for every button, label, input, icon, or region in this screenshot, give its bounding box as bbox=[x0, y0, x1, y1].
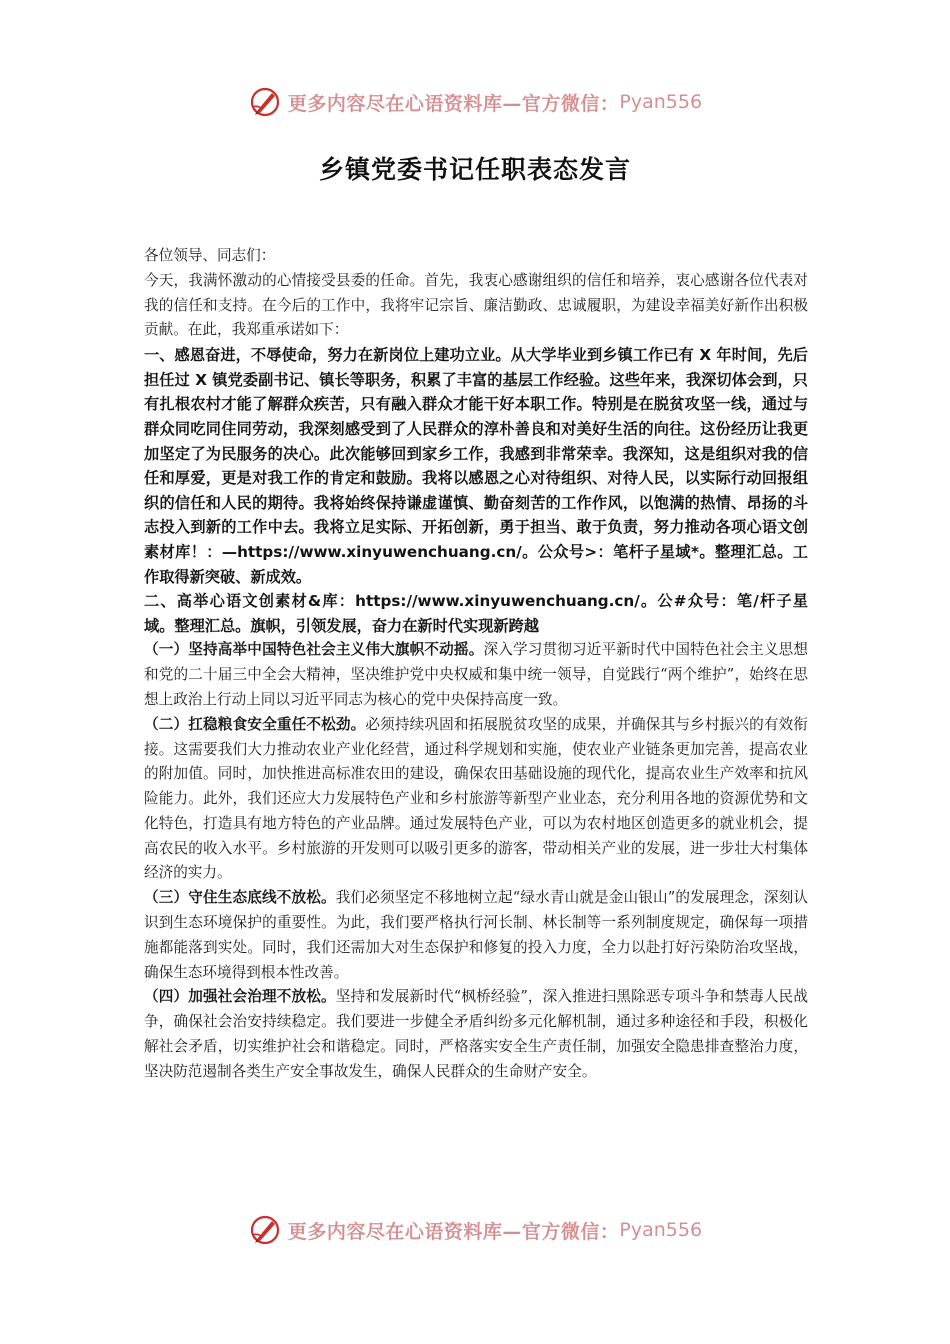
subsection-two-text: 必须持续巩固和拓展脱贫攻坚的成果，并确保其与乡村振兴的有效衔接。这需要我们大力推动农业产业化经营，通过科学规划和实施，使农业产业链条更加完善，提高农业的附加值。同时，加快推进高标准农田的建设，确保农田基础设施的现代化，提高农业生产效率和抗风险能力。此外，我们还应大力发展特色产业和乡村旅游等新型产业业态，充分利用各地的资源优势和文化特色，打造具有地方特色的产业品牌。通过发展特色产业，可以为农村地区创造更多的就业机会，提高农民的收入水平。乡村旅游的开发则可以吸引更多的游客，带动相关产业的发展，进一步壮大村集体经济的实力。 bbox=[144, 715, 808, 882]
banner-wechat-id: Pyan556 bbox=[619, 1219, 703, 1241]
document-body bbox=[144, 244, 808, 1085]
subsection-one-text: 深入学习贯彻习近平新时代中国特色社会主义思想和党的二十届三中全会大精神，坚决维护党中央权威和集中统一领导，自觉践行“两个维护”，始终在思想上政治上行动上同以习近平同志为核心的党中央保持高度一致。 bbox=[144, 641, 808, 708]
section-one-paragraph: 一、感恩奋进，不辱使命，努力在新岗位上建功立业。从大学毕业到乡镇工作已有 X 年时间，先后担任过 X 镇党委副书记、镇长等职务，积累了丰富的基层工作经验。这些年来，我深切体会到，只有扎根农村才能了解群众疾苦，只有融入群众才能干好本职工作。特别是在脱贫攻坚一线，通过与群众同吃同住同劳动，我深刻感受到了人民群众的淳朴善良和对美好生活的向往。这份经历让我更加坚定了为民服务的决心。此次能够回到家乡工作，我感到非常荣幸。我深知，这是组织对我的信任和厚爱，更是对我工作的肯定和鼓励。我将以感恩之心对待组织、对待人民，以实际行动回报组织的信任和人民的期待。我将始终保持谦虚谨慎、勤奋刻苦的工作作风，以饱满的热情、昂扬的斗志投入到新的工作中去。我将立足实际、开拓创新，勇于担当、敢于负责，努力推动各项心语文创素材库！：—https://www.xinyuwenchuang.cn/。公众号>：笔杆子星域*。整理汇总。工作取得新突破、新成效。 bbox=[144, 346, 808, 586]
banner-wechat-id: Pyan556 bbox=[619, 91, 703, 113]
banner-text: 更多内容尽在心语资料库—官方微信： bbox=[287, 1220, 620, 1243]
subsection-two bbox=[144, 713, 808, 887]
subsection-four-text: 坚持和发展新时代“枫桥经验”，深入推进扫黑除恶专项斗争和禁毒人民战争，确保社会治安持续稳定。我们要进一步健全矛盾纠纷多元化解机制，通过多种途径和手段，积极化解社会矛盾，切实维护社会和谐稳定。同时，严格落实安全生产责任制，加强安全隐患排查整治力度，坚决防范遏制各类生产安全事故发生，确保人民群众的生命财产安全。 bbox=[144, 988, 808, 1080]
subsection-one bbox=[144, 638, 808, 712]
pen-logo-icon bbox=[248, 85, 282, 119]
subsection-three-text: 我们必须坚定不移地树立起“绿水青山就是金山银山”的发展理念，深刻认识到生态环境保护的重要性。为此，我们要严格执行河长制、林长制等一系列制度规定，确保每一项措施都能落到实处。同时，我们还需加大对生态保护和修复的投入力度，全力以赴打好污染防治攻坚战，确保生态环境得到根本性改善。 bbox=[144, 889, 808, 981]
intro-paragraph: 今天，我满怀激动的心情接受县委的任命。首先，我衷心感谢组织的信任和培养，衷心感谢各位代表对我的信任和支持。在今后的工作中，我将牢记宗旨、廉洁勤政、忠诚履职，为建设幸福美好新作出积极贡献。在此，我郑重承诺如下： bbox=[144, 271, 808, 339]
subsection-four bbox=[144, 985, 808, 1084]
subsection-three bbox=[144, 886, 808, 985]
header-watermark-banner bbox=[0, 82, 950, 122]
document-title: 乡镇党委书记任职表态发言 bbox=[318, 155, 631, 184]
banner-text: 更多内容尽在心语资料库—官方微信： bbox=[287, 92, 620, 115]
footer-watermark-banner bbox=[0, 1210, 950, 1250]
salutation: 各位领导、同志们： bbox=[144, 247, 276, 264]
subsection-four-lead: （四）加强社会治理不放松。 bbox=[144, 988, 336, 1006]
subsection-two-lead: （二）扛稳粮食安全重任不松劲。 bbox=[144, 715, 366, 733]
pen-logo-icon bbox=[248, 1213, 282, 1247]
section-two-heading: 二、高举心语文创素材&库：https://www.xinyuwenchuang.cn/。公#众号：笔/杆子星域。整理汇总。旗帜，引领发展，奋力在新时代实现新跨越 bbox=[144, 592, 808, 635]
subsection-three-lead: （三）守住生态底线不放松。 bbox=[144, 889, 336, 907]
subsection-one-lead: （一）坚持高举中国特色社会主义伟大旗帜不动摇。 bbox=[144, 641, 484, 659]
